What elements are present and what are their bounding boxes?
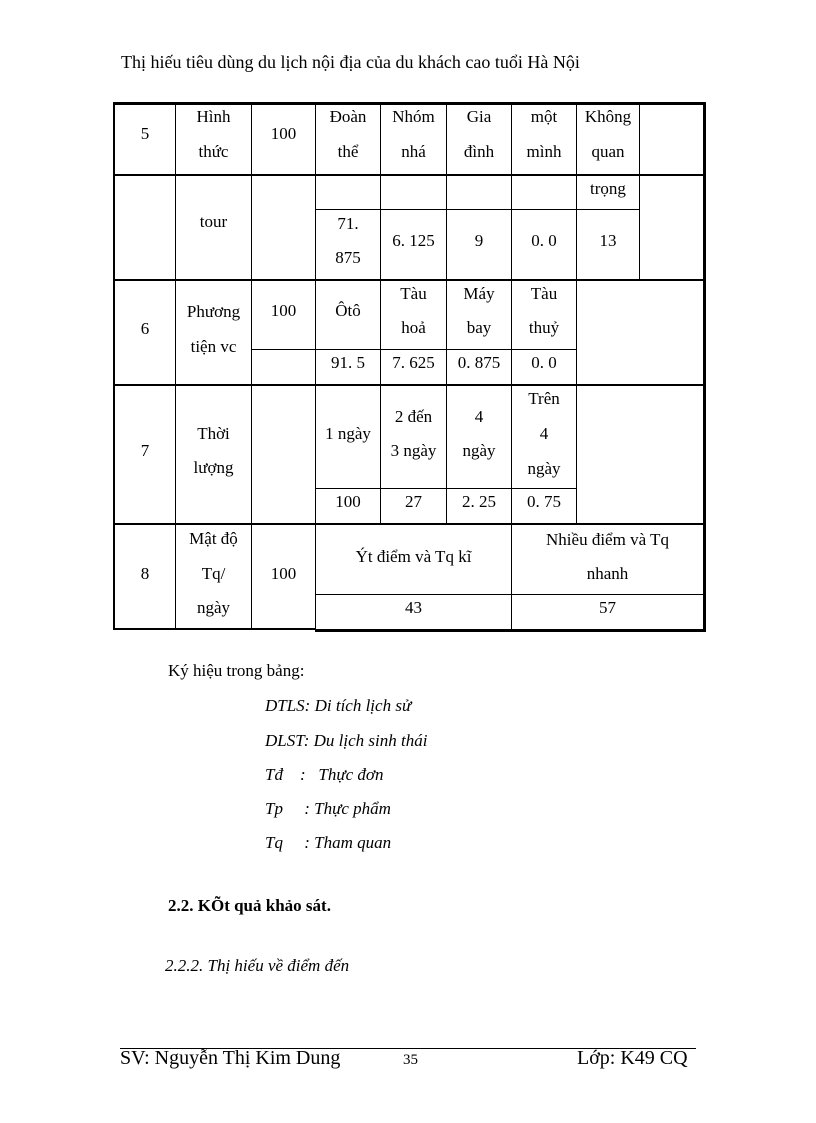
row7-header-4c: ngày <box>527 459 561 478</box>
row6-name-line1: Phương <box>186 302 241 321</box>
row7-value-3: 2. 25 <box>462 492 496 511</box>
row6-header-2b: hoả <box>401 318 426 337</box>
subsection-heading: 2.2.2. Thị hiếu về điểm đến <box>165 956 350 975</box>
row5-header-5c: trọng <box>590 179 626 198</box>
row5-header-4a: một <box>530 107 558 126</box>
footer-class: Lớp: K49 CQ <box>577 1047 688 1069</box>
row7-value-1: 100 <box>335 492 361 511</box>
row6-value-2: 7. 625 <box>392 353 435 372</box>
legend-item: DLST: Du lịch sinh thái <box>265 731 428 750</box>
row6-header-2a: Tàu <box>400 284 427 303</box>
page-header: Thị hiếu tiêu dùng du lịch nội địa của du khách cao tuổi Hà Nội <box>121 52 580 72</box>
row7-header-4a: Trên <box>528 389 560 408</box>
row5-name-line1: Hình <box>196 107 231 126</box>
row5-total: 100 <box>270 124 297 143</box>
row6-name-line2: tiện vc <box>190 337 237 356</box>
row8-value-1: 43 <box>405 598 422 617</box>
row8-header-1: Ýt điểm và Tq kĩ <box>355 547 472 566</box>
legend-item: Tp : Thực phẩm <box>265 799 391 818</box>
row5-value-1a: 71. <box>337 214 359 233</box>
row5-value-4: 0. 0 <box>531 231 557 250</box>
row5-header-5a: Không <box>584 107 632 126</box>
row7-value-4: 0. 75 <box>527 492 561 511</box>
row8-name-line2: Tq/ <box>201 564 226 583</box>
row5-value-2: 6. 125 <box>392 231 435 250</box>
row5-name-line2: thức <box>198 142 229 161</box>
row8-header-2b: nhanh <box>586 564 629 583</box>
row5-value-3: 9 <box>474 231 484 250</box>
row8-header-2a: Nhiều điểm và Tq <box>546 530 669 549</box>
row5-header-5b: quan <box>591 142 625 161</box>
row6-value-4: 0. 0 <box>531 353 557 372</box>
row6-value-3: 0. 875 <box>457 353 501 372</box>
row6-header-3b: bay <box>466 318 492 337</box>
row8-total: 100 <box>270 564 297 583</box>
row8-value-2: 57 <box>599 598 616 617</box>
row7-header-4b: 4 <box>539 424 549 443</box>
row6-number: 6 <box>140 319 150 338</box>
row7-header-3b: ngày <box>462 441 496 460</box>
legend-title: Ký hiệu trong bảng: <box>168 661 305 680</box>
row8-name-line3: ngày <box>196 598 231 617</box>
row5-header-3b: đình <box>463 142 495 161</box>
row6-header-1: Ôtô <box>335 301 361 320</box>
row5-value-1b: 875 <box>335 248 361 267</box>
row5-value-5: 13 <box>599 231 617 250</box>
row7-number: 7 <box>140 441 150 460</box>
row7-value-2: 27 <box>405 492 422 511</box>
footer-author: SV: Nguyễn Thị Kim Dung <box>120 1047 341 1069</box>
row6-header-3a: Máy <box>463 284 495 303</box>
row6-header-4b: thuỷ <box>528 318 560 337</box>
row5-header-4b: mình <box>526 142 562 161</box>
row7-name-line2: lượng <box>193 458 234 477</box>
section-heading: 2.2. KÕt quả khảo sát. <box>168 896 331 915</box>
legend-item: Tđ : Thực đơn <box>265 765 384 784</box>
row5-header-3a: Gia <box>466 107 492 126</box>
row5-number: 5 <box>140 124 150 143</box>
row7-header-2b: 3 ngày <box>390 441 437 460</box>
row5-header-2a: Nhóm <box>392 107 435 126</box>
row5-header-1a: Đoàn <box>329 107 367 126</box>
row8-number: 8 <box>140 564 150 583</box>
row5-name-line3: tour <box>199 212 228 231</box>
row5-header-1b: thể <box>337 142 359 161</box>
row6-total: 100 <box>270 301 297 320</box>
legend-item: Tq : Tham quan <box>265 833 392 852</box>
row6-value-1: 91. 5 <box>331 353 365 372</box>
row6-header-4a: Tàu <box>530 284 558 303</box>
row5-header-2b: nhá <box>401 142 426 161</box>
page-number: 35 <box>403 1052 418 1068</box>
row7-header-3a: 4 <box>474 407 484 426</box>
row7-header-2a: 2 đến <box>394 407 433 426</box>
row8-name-line1: Mật độ <box>189 529 238 548</box>
row7-name-line1: Thời <box>197 424 230 443</box>
legend-item: DTLS: Di tích lịch sử <box>265 696 412 715</box>
row7-header-1: 1 ngày <box>325 424 371 443</box>
